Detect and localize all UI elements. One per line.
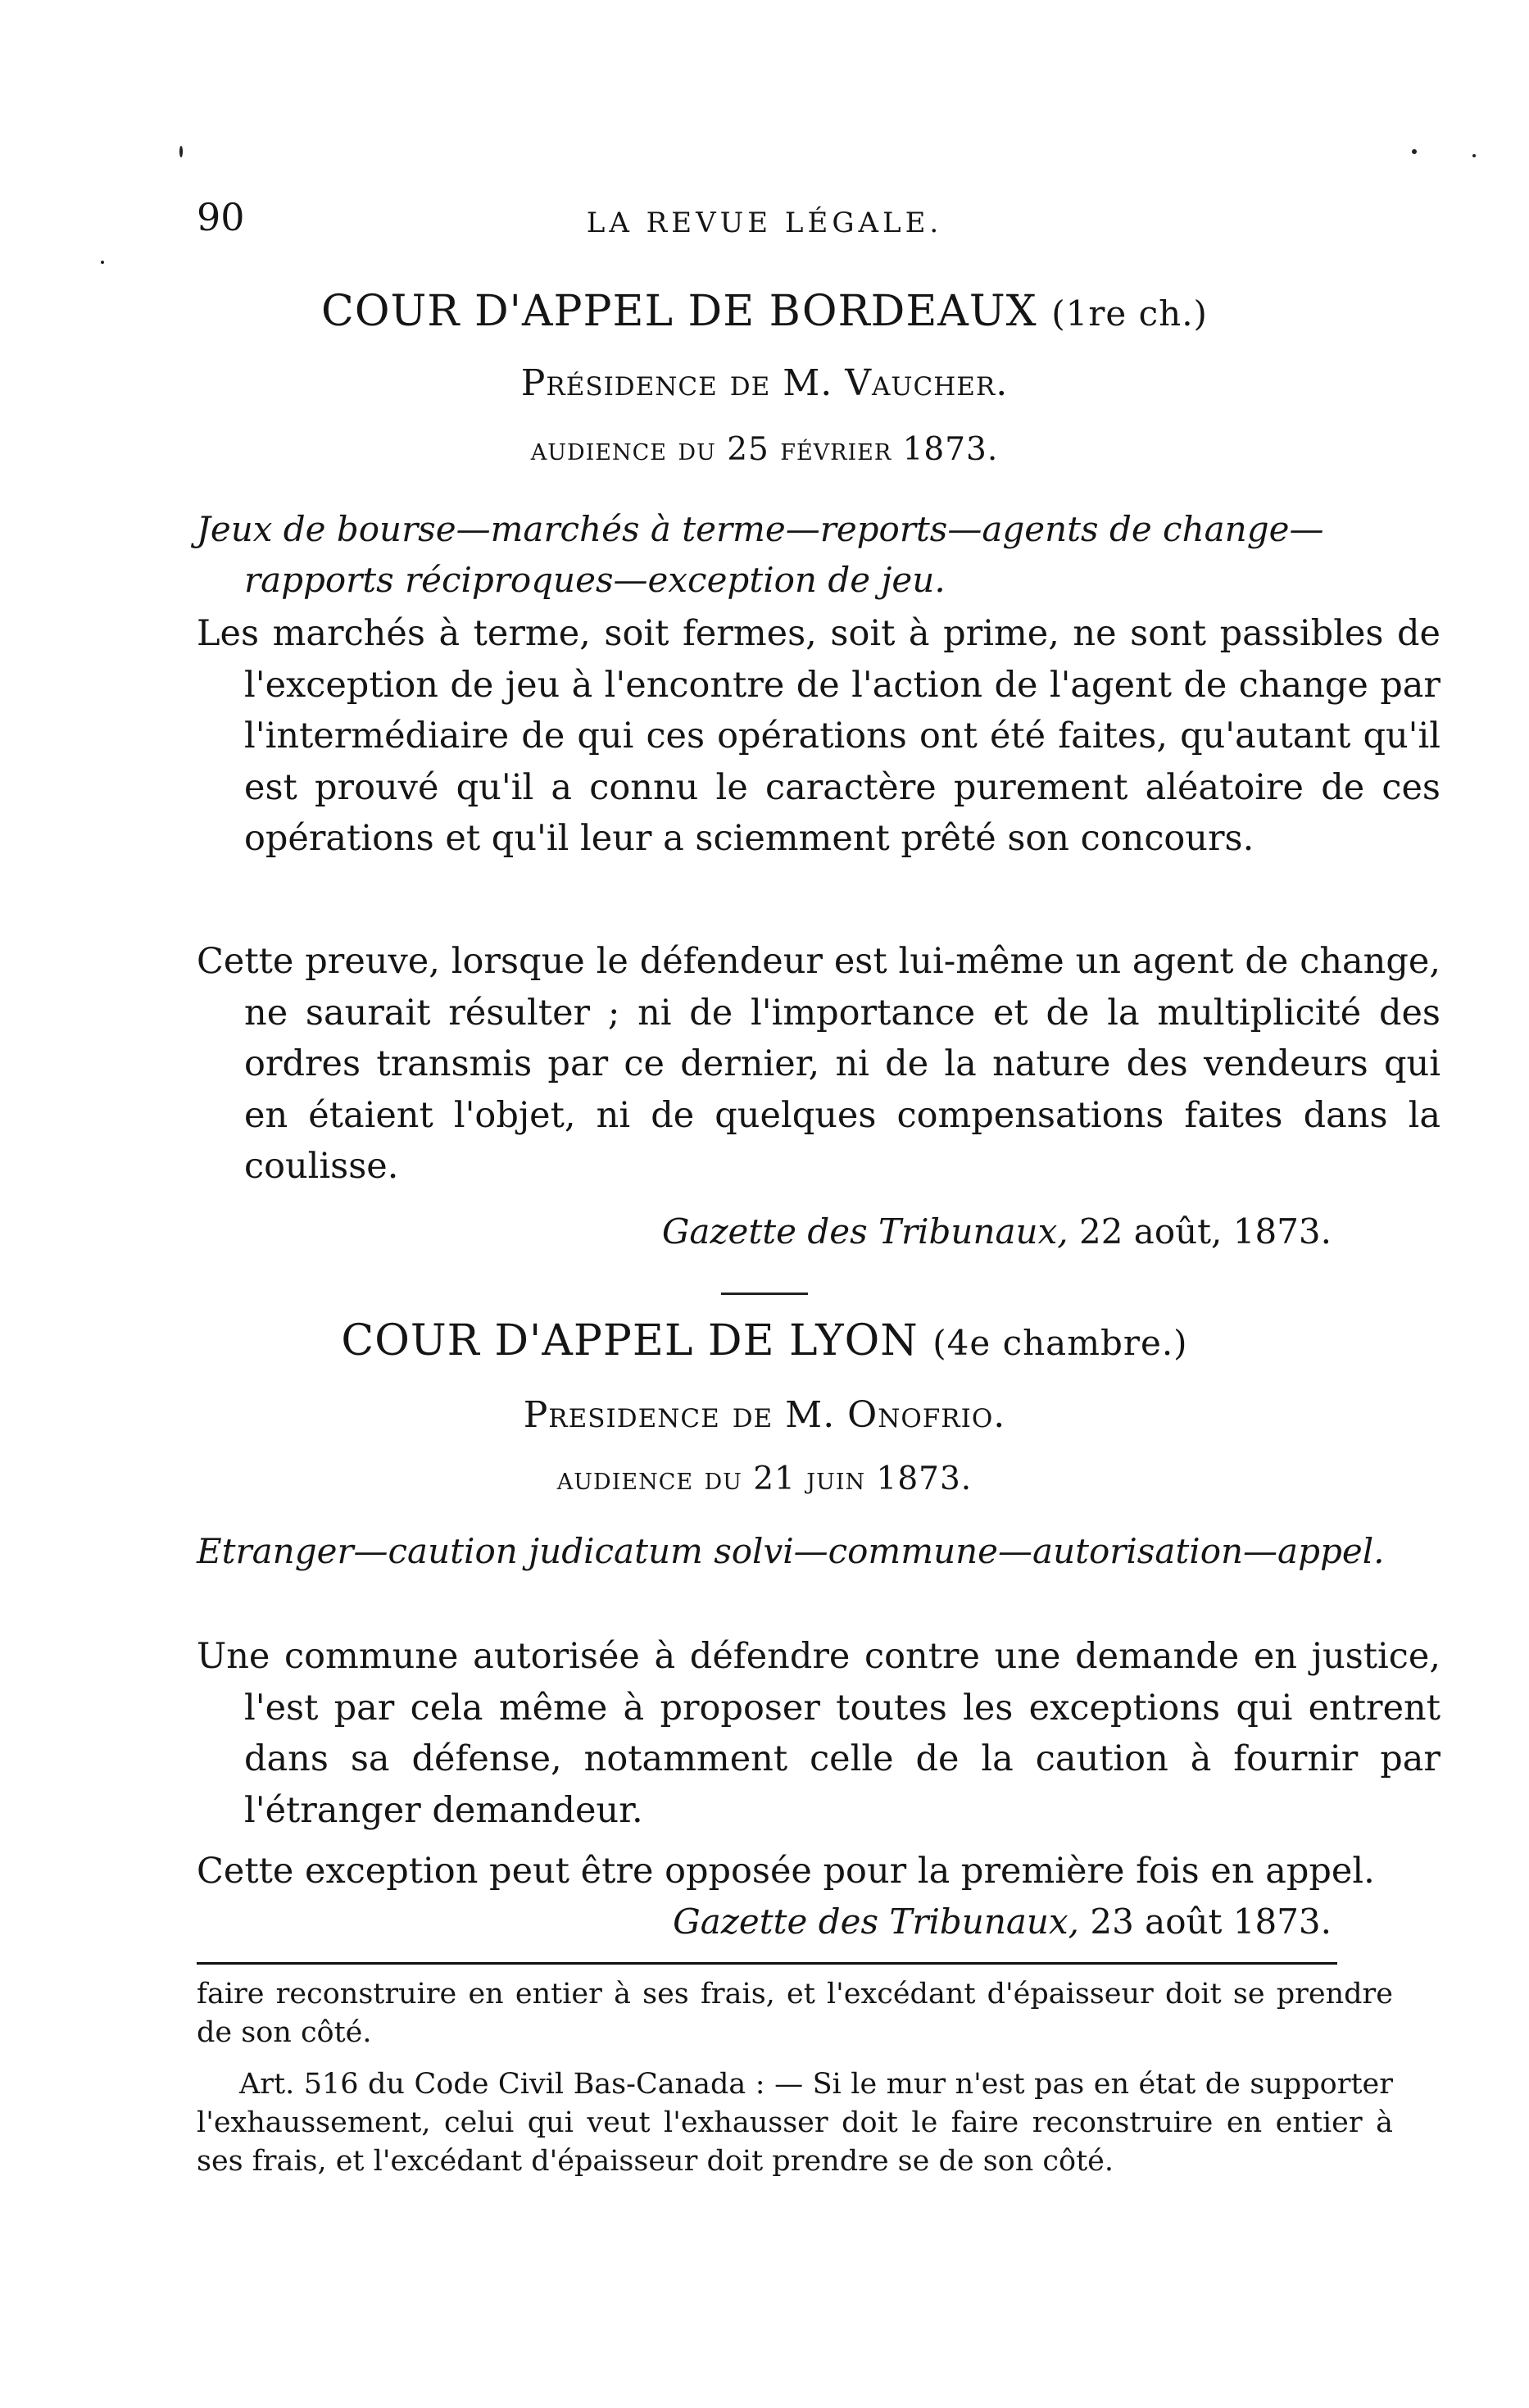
court-name: COUR D'APPEL DE LYON xyxy=(341,1316,919,1365)
court-heading-lyon xyxy=(0,1316,1529,1365)
court-heading-bordeaux xyxy=(0,287,1529,336)
paragraph: Cette exception peut être opposée pour la première fois en appel. xyxy=(197,1851,1375,1892)
source-date: 22 août, 1873. xyxy=(1079,1211,1332,1252)
paragraph: Une commune autorisée à défendre contre une demande en justice, l'est par cela même à proposer toutes les exceptions qui entrent dans sa défense, notamment celle de la caution à fournir par l'étranger demandeur. xyxy=(197,1636,1441,1831)
footnote-continuation: faire reconstruire en entier à ses frais, et l'excédant d'épaisseur doit se prendre de son côté. xyxy=(197,1978,1393,2049)
hearing-date: audience du 25 février 1873. xyxy=(530,431,999,468)
presidence-line: Presidence de M. Onofrio. xyxy=(523,1394,1006,1436)
page-number: 90 xyxy=(197,195,245,239)
print-speck xyxy=(179,146,183,157)
source-title: Gazette des Tribunaux, xyxy=(673,1901,1079,1942)
section-separator xyxy=(721,1293,808,1295)
source-date: 23 août 1873. xyxy=(1090,1901,1332,1942)
court-chamber: (4e chambre.) xyxy=(932,1323,1188,1363)
court-name: COUR D'APPEL DE BORDEAUX xyxy=(321,287,1037,336)
running-title: LA REVUE LÉGALE. xyxy=(586,207,943,239)
paragraph: Les marchés à terme, soit fermes, soit à prime, ne sont passibles de l'exception de jeu à l'encontre de l'action de l'agent de change par l'intermédiaire de qui ces opérations ont été faites, qu'autant qu'il est prouvé qu'il a connu le caractère purement aléatoire de ces opérations et qu'il leur a sciemment prêté son concours. xyxy=(197,613,1441,859)
source-citation xyxy=(0,1901,1332,1942)
footnote-article: Art. 516 du Code Civil Bas-Canada : — Si le mur n'est pas en état de supporter l'exhaussement, celui qui veut l'exhausser doit le faire reconstruire en entier à ses frais, et l'excédant d'épaisseur doit prendre se de son côté. xyxy=(197,2068,1393,2178)
headnote: Etranger—caution judicatum solvi—commune—autorisation—appel. xyxy=(197,1531,1385,1571)
print-speck xyxy=(1412,149,1417,154)
print-speck xyxy=(101,261,104,264)
source-citation xyxy=(0,1211,1332,1252)
footnote-rule xyxy=(197,1962,1337,1965)
paragraph: Cette preuve, lorsque le défendeur est lui-même un agent de change, ne saurait résulter ; ni de l'importance et de la multiplicité des ordres transmis par ce dernier, ni de la nature des vendeurs qui en étaient l'objet, ni de quelques compensations faites dans la coulisse. xyxy=(197,941,1441,1187)
presidence-line: Présidence de M. Vaucher. xyxy=(520,362,1009,404)
court-chamber: (1re ch.) xyxy=(1051,293,1208,334)
hearing-date: audience du 21 juin 1873. xyxy=(556,1461,973,1497)
headnote: Jeux de bourse—marchés à terme—reports—agents de change—rapports réciproques—exception de jeu. xyxy=(197,509,1324,600)
source-title: Gazette des Tribunaux, xyxy=(661,1211,1068,1252)
print-speck xyxy=(1472,154,1476,157)
